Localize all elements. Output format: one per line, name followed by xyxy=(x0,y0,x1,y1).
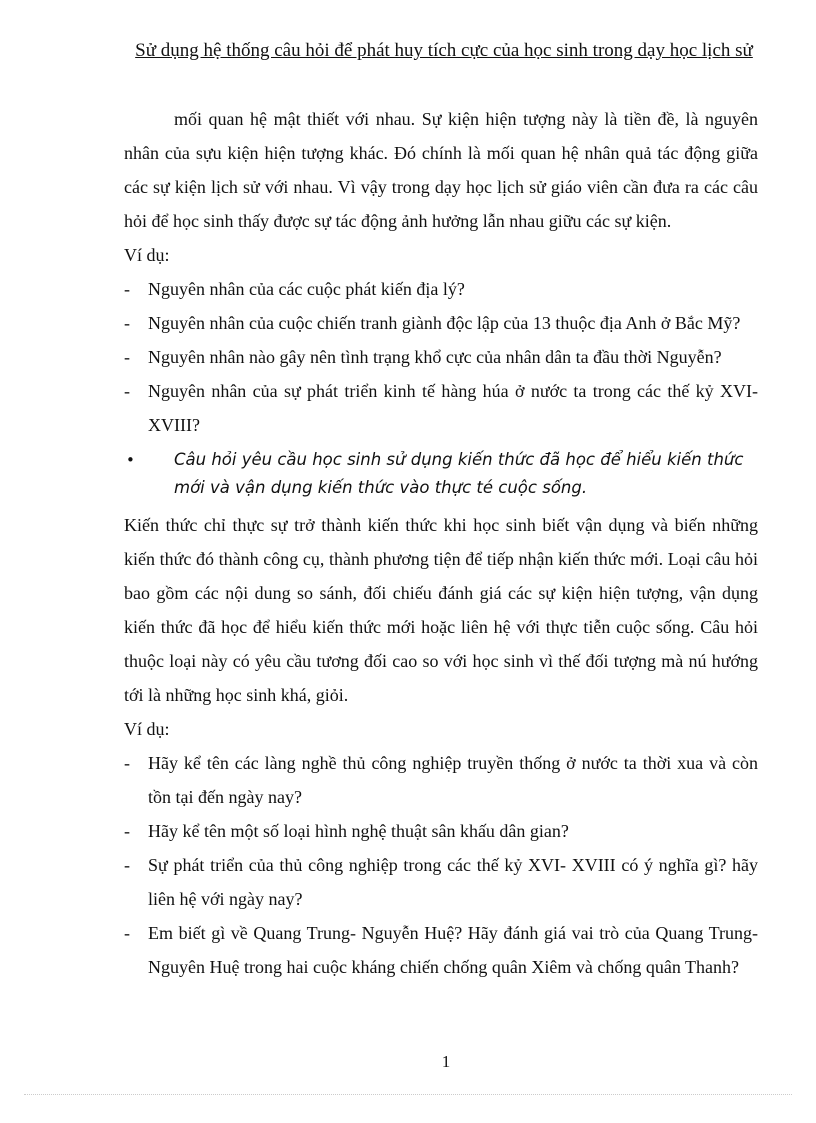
example-list-2 xyxy=(124,746,758,984)
list-item xyxy=(124,272,758,306)
bullet-heading-text: Câu hỏi yêu cầu học sinh sử dụng kiến thức đã học để hiểu kiến thức mới và vận dụng kiến thức vào thực té cuộc sống. xyxy=(174,450,744,497)
dash-marker: - xyxy=(124,347,130,367)
list-item xyxy=(124,814,758,848)
bullet-heading xyxy=(124,442,758,508)
page-bottom-divider xyxy=(24,1094,792,1095)
list-item xyxy=(124,848,758,916)
example-label: Ví dụ: xyxy=(124,245,170,265)
list-item xyxy=(124,374,758,442)
example-list-1 xyxy=(124,272,758,442)
list-item-text: Nguyên nhân nào gây nên tình trạng khổ cực của nhân dân ta đầu thời Nguyễn? xyxy=(148,347,722,367)
list-item-text: Nguyên nhân của cuộc chiến tranh giành độc lập của 13 thuộc địa Anh ở Bắc Mỹ? xyxy=(148,313,741,333)
dash-marker: - xyxy=(124,753,130,773)
list-item-text: Em biết gì về Quang Trung- Nguyễn Huệ? Hãy đánh giá vai trò của Quang Trung- Nguyên Huệ trong hai cuộc kháng chiến chống quân Xiêm và chống quân Thanh? xyxy=(148,923,758,977)
dash-marker: - xyxy=(124,855,130,875)
intro-paragraph: mối quan hệ mật thiết với nhau. Sự kiện hiện tượng này là tiền đề, là nguyên nhân của sựu kiện hiện tượng khác. Đó chính là mối quan hệ nhân quả tác động giữa các sự kiện lịch sử với nhau. Vì vậy trong dạy học lịch sử giáo viên cần đưa ra các câu hỏi để học sinh thấy được sự tác động ảnh hưởng lẫn nhau giữu các sự kiện. xyxy=(124,109,758,231)
page-content xyxy=(124,102,758,984)
dash-marker: - xyxy=(124,923,130,943)
dash-marker: - xyxy=(124,313,130,333)
page-header-title: Sử dụng hệ thống câu hỏi để phát huy tích cực của học sinh trong dạy học lịch sử xyxy=(135,40,753,61)
list-item xyxy=(124,306,758,340)
body-paragraph: Kiến thức chỉ thực sự trở thành kiến thức khi học sinh biết vận dụng và biến những kiến thức đó thành công cụ, thành phương tiện để tiếp nhận kiến thức mới. Loại câu hỏi bao gồm các nội dung so sánh, đối chiếu đánh giá các sự kiện hiện tượng, vận dụng kiến thức đã học để hiểu kiến thức mới hoặc liên hệ với thực tiễn cuộc sống. Câu hỏi thuộc loại này có yêu cầu tương đối cao so với học sinh vì thế đối tượng mà nú hướng tới là những học sinh khá, giỏi. xyxy=(124,515,758,705)
list-item-text: Sự phát triển của thủ công nghiệp trong các thế kỷ XVI- XVIII có ý nghĩa gì? hãy liên hệ với ngày nay? xyxy=(148,855,758,909)
bullet-marker: • xyxy=(126,451,135,469)
dash-marker: - xyxy=(124,381,130,401)
list-item-text: Hãy kể tên một số loại hình nghệ thuật sân khấu dân gian? xyxy=(148,821,569,841)
list-item-text: Nguyên nhân của sự phát triển kinh tế hàng húa ở nước ta trong các thế kỷ XVI- XVIII? xyxy=(148,381,758,435)
list-item-text: Nguyên nhân của các cuộc phát kiến địa lý? xyxy=(148,279,465,299)
dash-marker: - xyxy=(124,279,130,299)
list-item-text: Hãy kể tên các làng nghề thủ công nghiệp truyền thống ở nước ta thời xua và còn tồn tại đến ngày nay? xyxy=(148,753,758,807)
example-label: Ví dụ: xyxy=(124,719,170,739)
list-item xyxy=(124,746,758,814)
dash-marker: - xyxy=(124,821,130,841)
page-number: 1 xyxy=(441,1052,451,1071)
list-item xyxy=(124,340,758,374)
list-item xyxy=(124,916,758,984)
